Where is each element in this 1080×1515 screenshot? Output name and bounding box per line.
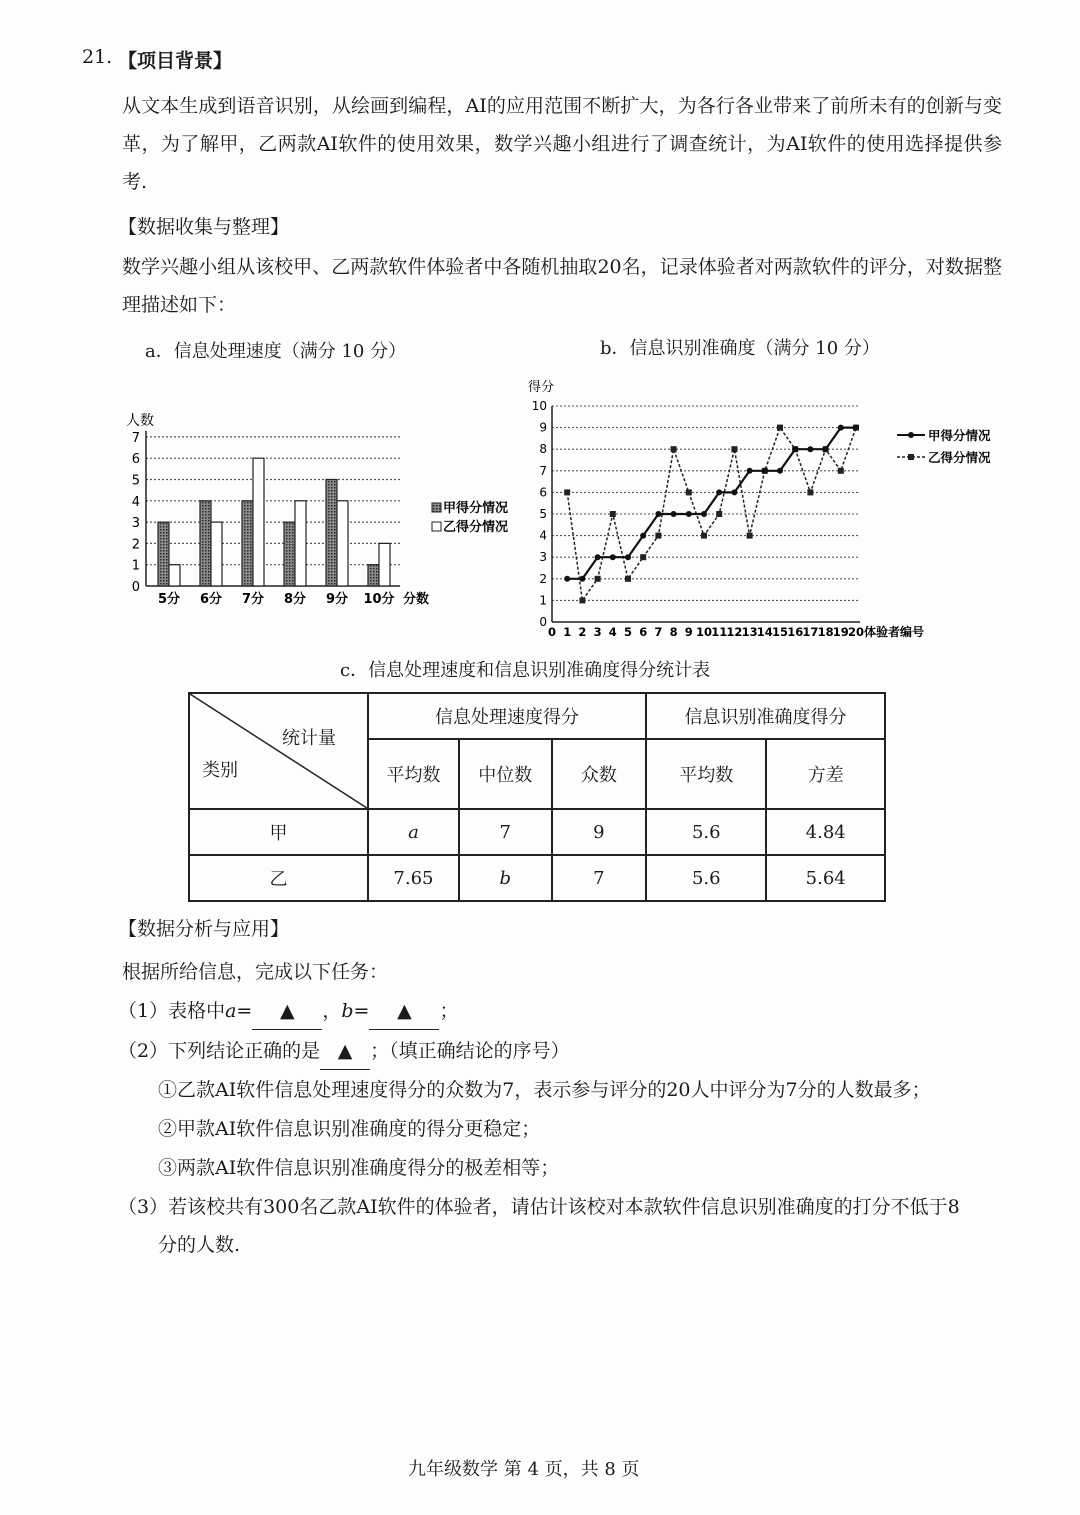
header-group-speed: 信息处理速度得分 [368, 693, 646, 739]
point-jia [579, 576, 585, 582]
cell: 4.84 [766, 809, 885, 855]
x-tick-label: 17 [802, 625, 819, 639]
legend-label-yi: 乙得分情况 [928, 450, 991, 465]
point-yi [640, 554, 646, 560]
point-jia [762, 468, 768, 474]
collect-text: 数学兴趣小组从该校甲、乙两款软件体验者中各随机抽取20名，记录体验者对两款软件的评分，对数据整理描述如下： [122, 256, 1002, 316]
corner-bottom-label: 类别 [202, 760, 238, 781]
cell: 5.6 [646, 855, 766, 901]
y-axis-label: 得分 [528, 380, 555, 395]
header-speed-median: 中位数 [459, 739, 552, 809]
task2-prefix: （2）下列结论正确的是 [118, 1040, 321, 1062]
bar-yi [253, 458, 264, 586]
cell: 5.64 [766, 855, 885, 901]
point-yi [701, 533, 707, 539]
point-jia [655, 511, 661, 517]
legend-label-jia: 甲得分情况 [443, 501, 509, 516]
statement-1: ①乙款AI软件信息处理速度得分的众数为7，表示参与评分的20人中评分为7分的人数最多； [158, 1079, 931, 1101]
x-tick-label: 11 [711, 625, 728, 639]
task-3-line2: 分的人数. [158, 1234, 241, 1256]
x-tick-label: 9 [684, 625, 693, 639]
legend-swatch-yi [432, 522, 441, 531]
header-speed-mode: 众数 [552, 739, 647, 809]
point-jia [716, 489, 722, 495]
bar-yi [169, 565, 180, 586]
point-yi [625, 576, 631, 582]
y-tick-label: 8 [539, 442, 547, 457]
point-jia [853, 425, 859, 431]
bar-jia [242, 501, 253, 586]
cell: a [368, 809, 459, 855]
x-tick-label: 8分 [283, 592, 307, 607]
point-yi [595, 576, 601, 582]
x-tick-label: 18 [817, 625, 834, 639]
legend-swatch-jia [432, 503, 441, 512]
point-yi [716, 511, 722, 517]
x-tick-label: 10 [695, 625, 713, 639]
bar-yi [379, 543, 390, 586]
point-yi [731, 446, 737, 452]
task1-a-label: a= [225, 1000, 253, 1022]
point-jia [625, 554, 631, 560]
table-row-jia [189, 809, 885, 855]
chart-b-line-chart [515, 375, 1040, 645]
x-tick-label: 7 [654, 625, 663, 639]
corner-diagonal [190, 694, 370, 810]
blank-2[interactable]: ▲ [320, 1033, 370, 1070]
point-yi [747, 533, 753, 539]
statistics-table [188, 692, 886, 902]
table-row-yi [189, 855, 885, 901]
point-jia [838, 425, 844, 431]
statement-3: ③两款AI软件信息识别准确度得分的极差相等； [158, 1157, 560, 1179]
x-tick-label: 19 [832, 625, 849, 639]
x-tick-label: 6 [639, 625, 648, 639]
y-tick-label: 10 [531, 399, 547, 413]
x-tick-label: 2 [578, 625, 587, 639]
x-tick-label: 15 [771, 625, 789, 639]
blank-a[interactable]: ▲ [252, 993, 322, 1030]
x-tick-label: 5 [623, 625, 633, 639]
task1-b-label: b= [341, 1000, 370, 1022]
y-tick-label: 4 [539, 528, 547, 543]
x-axis-label: 分数 [403, 592, 430, 607]
header-speed-mean: 平均数 [368, 739, 459, 809]
y-tick-label: 7 [131, 430, 140, 446]
y-tick-label: 6 [539, 485, 547, 500]
x-tick-label: 13 [741, 625, 758, 639]
bar-jia [368, 565, 379, 586]
point-jia [701, 511, 707, 517]
point-yi [671, 446, 677, 452]
y-tick-label: 9 [539, 420, 547, 435]
collect-heading: 【数据收集与整理】 [118, 216, 290, 238]
bar-jia [200, 501, 211, 586]
task-intro: 根据所给信息，完成以下任务： [122, 961, 389, 983]
x-tick-label: 7分 [241, 592, 265, 607]
task-1: （1）表格中a= ▲ ，b= ▲ ； [118, 993, 458, 1030]
statement-2: ②甲款AI软件信息识别准确度的得分更稳定； [158, 1118, 541, 1140]
point-jia [640, 533, 646, 539]
y-tick-label: 3 [539, 550, 547, 565]
y-tick-label: 2 [131, 537, 140, 553]
x-tick-label: 12 [726, 625, 743, 639]
corner-top-label: 统计量 [282, 728, 336, 749]
legend-label-jia: 甲得分情况 [928, 428, 991, 443]
point-jia [671, 511, 677, 517]
point-jia [777, 468, 783, 474]
x-tick-label: 16 [787, 625, 804, 639]
x-tick-label: 6分 [199, 592, 223, 607]
point-jia [731, 489, 737, 495]
background-text: 从文本生成到语音识别，从绘画到编程，AI的应用范围不断扩大，为各行各业带来了前所未有的创新与变革，为了解甲，乙两款AI软件的使用效果，数学兴趣小组进行了调查统计，为AI软件的使用选择提供参考. [122, 95, 1002, 193]
point-jia [610, 554, 616, 560]
header-accuracy-variance: 方差 [766, 739, 885, 809]
x-tick-label: 10分 [363, 592, 395, 607]
legend-marker-jia [908, 432, 914, 438]
y-tick-label: 5 [539, 507, 547, 521]
x-tick-label: 1 [563, 625, 572, 639]
y-tick-label: 4 [131, 494, 140, 510]
point-yi [610, 511, 616, 517]
point-yi [807, 489, 813, 495]
point-yi [686, 489, 692, 495]
y-tick-label: 0 [539, 615, 547, 629]
y-tick-label: 0 [131, 580, 140, 595]
point-jia [792, 446, 798, 452]
point-yi [838, 468, 844, 474]
page-footer: 九年级数学 第 4 页，共 8 页 [408, 1459, 640, 1480]
row-label: 甲 [189, 809, 368, 855]
y-tick-label: 6 [131, 452, 140, 468]
bar-yi [211, 522, 222, 586]
x-tick-label: 3 [593, 625, 602, 639]
blank-b[interactable]: ▲ [369, 993, 439, 1030]
chart-a-caption: a．信息处理速度（满分 10 分） [145, 341, 407, 362]
point-yi [564, 489, 570, 495]
analysis-heading: 【数据分析与应用】 [118, 918, 290, 940]
table-corner-cell [189, 693, 368, 809]
bar-jia [326, 480, 337, 587]
chart-a-bar-chart [100, 400, 540, 620]
point-jia [807, 446, 813, 452]
task-3-line1: （3）若该校共有300名乙款AI软件的体验者，请估计该校对本款软件信息识别准确度的打分不低于8 [118, 1196, 960, 1218]
legend-label-yi: 乙得分情况 [443, 520, 509, 535]
x-tick-label: 4 [608, 625, 617, 639]
bar-jia [158, 522, 169, 586]
y-tick-label: 7 [539, 463, 547, 478]
task1-prefix: （1）表格中 [118, 1000, 226, 1022]
header-accuracy-mean: 平均数 [646, 739, 766, 809]
task2-suffix: ；（填正确结论的序号） [370, 1040, 570, 1062]
row-label: 乙 [189, 855, 368, 901]
point-jia [564, 576, 570, 582]
point-jia [686, 511, 692, 517]
x-tick-label: 8 [669, 625, 678, 639]
cell: 5.6 [646, 809, 766, 855]
y-tick-label: 1 [131, 558, 140, 574]
question-number: 21. [82, 46, 113, 68]
cell: 7 [552, 855, 647, 901]
point-jia [747, 468, 753, 474]
x-tick-label: 9分 [325, 592, 349, 607]
point-yi [655, 533, 661, 539]
cell: b [459, 855, 552, 901]
legend-marker-yi [908, 454, 914, 460]
y-tick-label: 2 [539, 571, 547, 586]
cell: 9 [552, 809, 647, 855]
point-jia [595, 554, 601, 560]
point-jia [823, 446, 829, 452]
y-tick-label: 5 [131, 473, 140, 489]
y-tick-label: 1 [539, 593, 547, 608]
cell: 7 [459, 809, 552, 855]
bar-yi [295, 501, 306, 586]
chart-b-caption: b．信息识别准确度（满分 10 分） [600, 338, 880, 359]
x-tick-label: 14 [756, 625, 773, 639]
x-tick-label: 0 [547, 625, 557, 639]
background-heading: 【项目背景】 [118, 50, 233, 72]
y-tick-label: 3 [131, 516, 140, 532]
bar-yi [337, 501, 348, 586]
task-2 [118, 1033, 570, 1070]
x-tick-label: 5分 [157, 592, 181, 607]
point-yi [579, 597, 585, 603]
x-axis-label: 体验者编号 [864, 625, 925, 639]
y-axis-label: 人数 [126, 413, 154, 429]
bar-jia [284, 522, 295, 586]
header-group-accuracy: 信息识别准确度得分 [646, 693, 885, 739]
x-tick-label: 20 [847, 625, 865, 639]
cell: 7.65 [368, 855, 459, 901]
table-caption: c．信息处理速度和信息识别准确度得分统计表 [340, 660, 711, 681]
point-yi [777, 425, 783, 431]
